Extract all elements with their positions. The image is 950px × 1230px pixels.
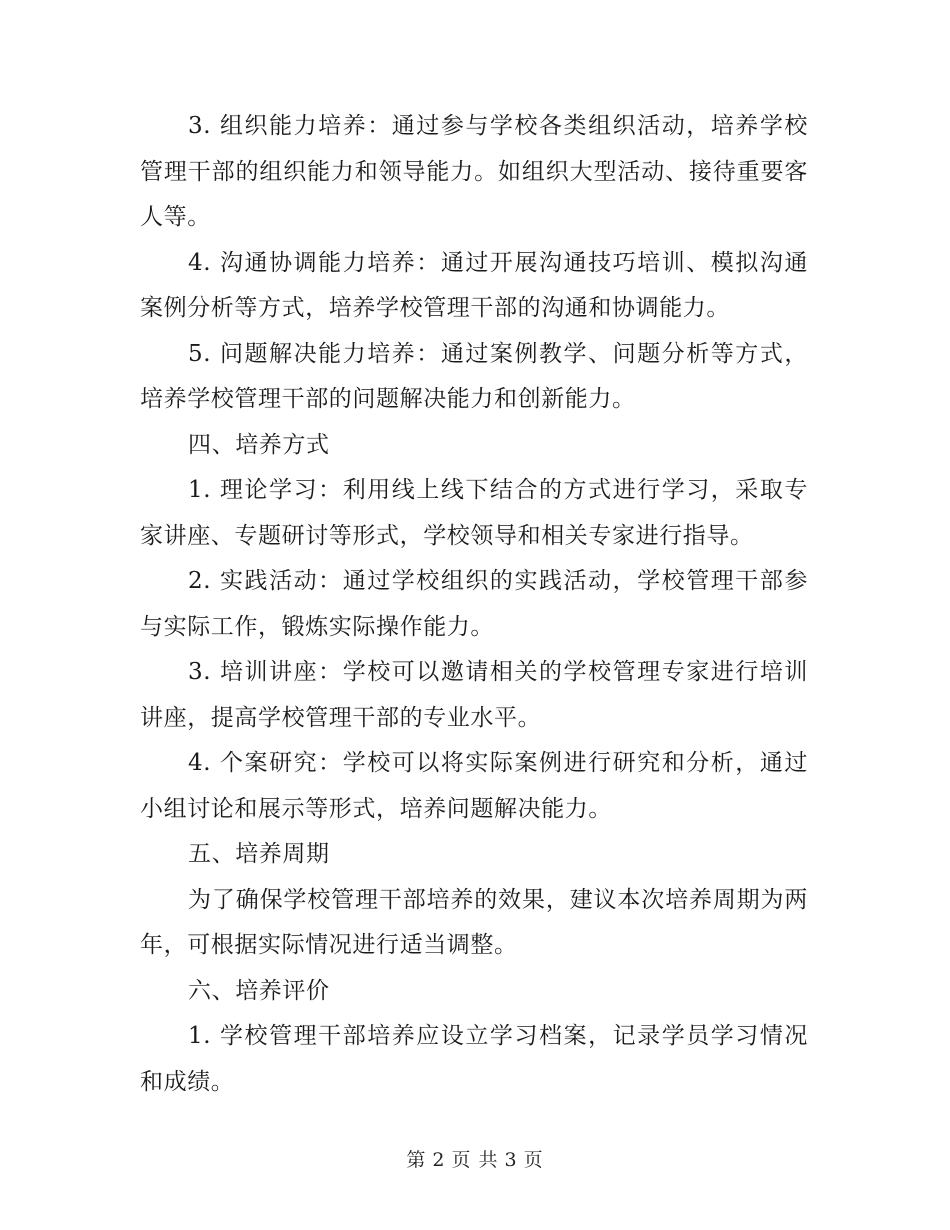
paragraph-training-lectures: 3. 培训讲座：学校可以邀请相关的学校管理专家进行培训讲座，提高学校管理干部的专业水平。 <box>140 659 808 731</box>
paragraph-learning-archive: 1. 学校管理干部培养应设立学习档案，记录学员学习情况和成绩。 <box>140 1023 808 1095</box>
paragraph-practice-activities: 2. 实践活动：通过学校组织的实践活动，学校管理干部参与实际工作，锻炼实际操作能力。 <box>140 568 808 640</box>
paragraph-problem-solving-ability: 5. 问题解决能力培养：通过案例教学、问题分析等方式，培养学校管理干部的问题解决能力和创新能力。 <box>140 340 808 412</box>
paragraph-case-study: 4. 个案研究：学校可以将实际案例进行研究和分析，通过小组讨论和展示等形式，培养问题解决能力。 <box>140 750 808 822</box>
document-body <box>140 104 808 1105</box>
page-footer <box>0 1145 950 1172</box>
section-heading-training-evaluation: 六、培养评价 <box>188 977 330 1004</box>
page-label-prefix: 第 <box>406 1149 427 1171</box>
paragraph-organization-ability: 3. 组织能力培养：通过参与学校各类组织活动，培养学校管理干部的组织能力和领导能力。如组织大型活动、接待重要客人等。 <box>140 113 808 230</box>
paragraph-communication-ability: 4. 沟通协调能力培养：通过开展沟通技巧培训、模拟沟通案例分析等方式，培养学校管理干部的沟通和协调能力。 <box>140 249 808 321</box>
total-pages-number: 3 <box>504 1149 518 1171</box>
current-page-number: 2 <box>432 1149 446 1171</box>
page-label-middle: 页 共 <box>451 1149 499 1171</box>
section-heading-training-methods: 四、培养方式 <box>188 431 330 458</box>
paragraph-theory-study: 1. 理论学习：利用线上线下结合的方式进行学习，采取专家讲座、专题研讨等形式，学校领导和相关专家进行指导。 <box>140 477 808 549</box>
section-heading-training-period: 五、培养周期 <box>188 841 330 867</box>
paragraph-period-description: 为了确保学校管理干部培养的效果，建议本次培养周期为两年，可根据实际情况进行适当调整。 <box>140 886 808 958</box>
page-label-suffix: 页 <box>523 1149 544 1171</box>
